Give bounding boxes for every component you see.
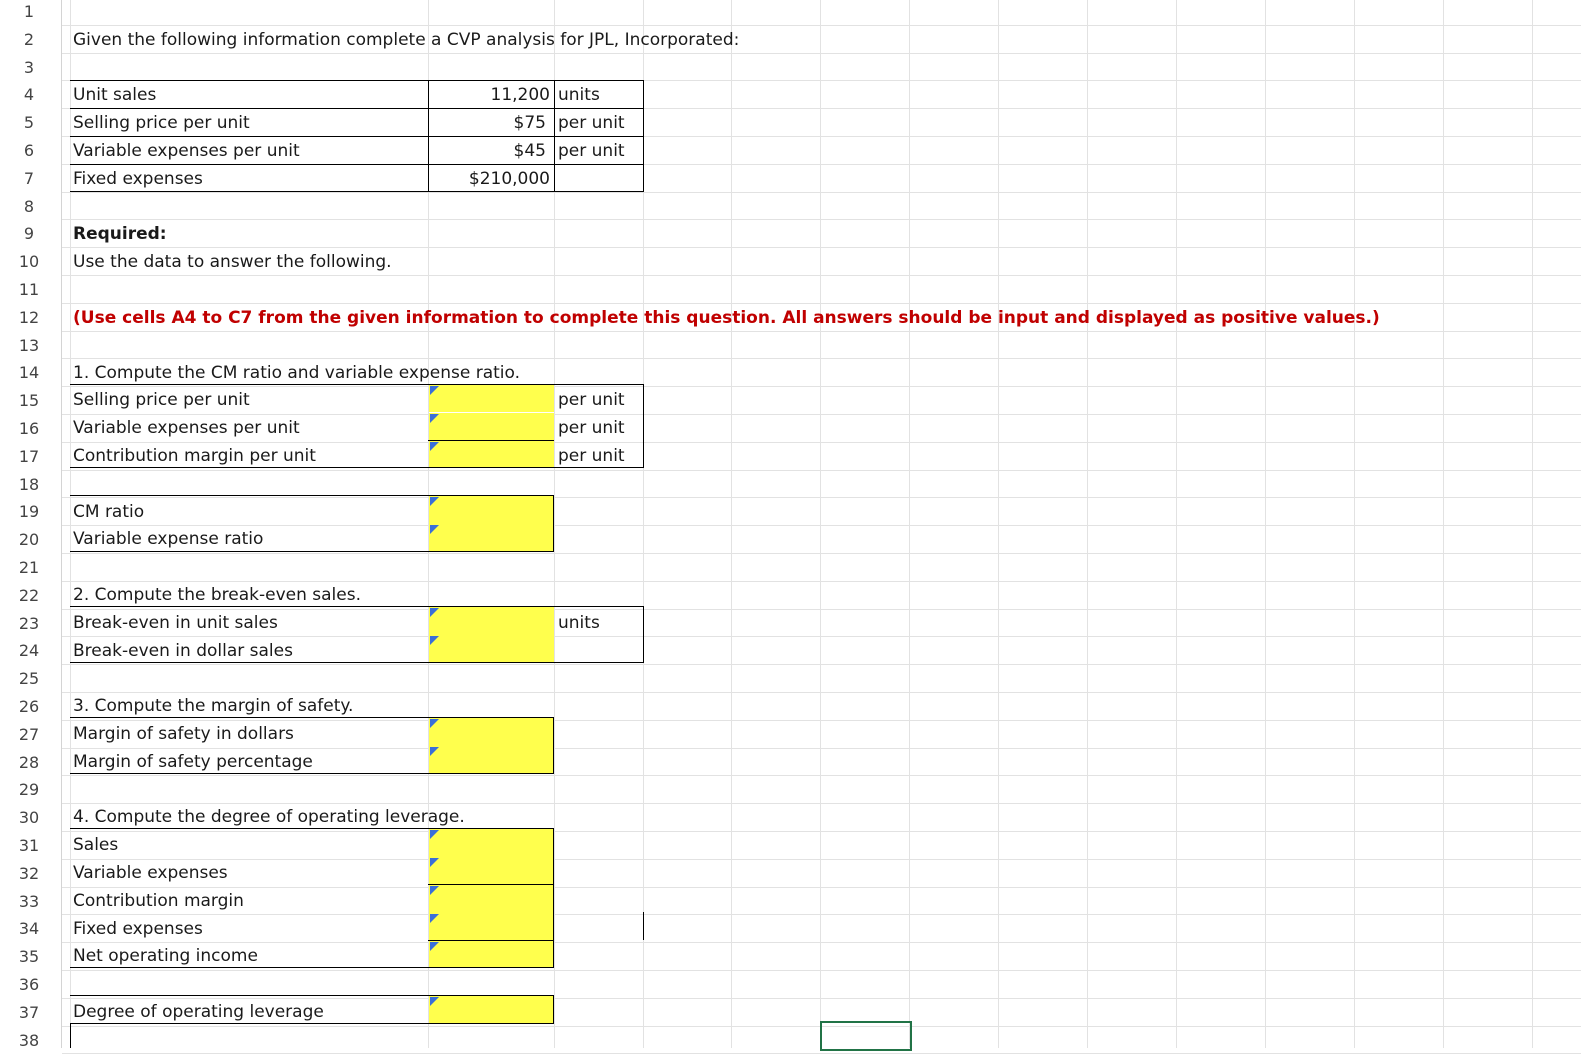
- variable-expense-ratio-label: Variable expense ratio: [73, 529, 264, 550]
- row-number[interactable]: 32: [18, 863, 40, 883]
- row-number[interactable]: 7: [23, 168, 35, 188]
- comment-marker-icon: [430, 525, 439, 534]
- row-number[interactable]: 10: [18, 252, 40, 272]
- intro-text: Given the following information complete a CVP analysis for JPL, Incorporated:: [73, 29, 740, 50]
- given-border-right: [643, 80, 644, 192]
- comment-marker-icon: [430, 942, 439, 951]
- row-number[interactable]: 8: [23, 196, 35, 216]
- q4-label-fixed-expenses: Fixed expenses: [73, 918, 203, 939]
- row-number[interactable]: 23: [18, 613, 40, 633]
- break-even-units-unit: units: [558, 612, 600, 633]
- given-border-bottom: [70, 191, 644, 192]
- q2-border-top: [70, 606, 644, 607]
- q4-input-contribution-margin[interactable]: [429, 885, 554, 940]
- comment-marker-icon: [430, 497, 439, 506]
- q4-border-cm: [428, 884, 554, 885]
- active-cell-selection[interactable]: [820, 1021, 912, 1051]
- row-number[interactable]: 38: [18, 1030, 40, 1050]
- q4-input-net-operating-income[interactable]: [429, 941, 554, 968]
- q2-border-bottom: [70, 662, 644, 663]
- q1-title: 1. Compute the CM ratio and variable expense ratio.: [73, 363, 521, 384]
- row-number[interactable]: 34: [18, 919, 40, 939]
- q4-label-net-operating-income: Net operating income: [73, 946, 258, 967]
- q1-label-selling-price: Selling price per unit: [73, 390, 250, 411]
- row-number[interactable]: 15: [18, 391, 40, 411]
- given-border-r4: [70, 108, 644, 109]
- row-number[interactable]: 28: [18, 752, 40, 772]
- given-border-top: [70, 80, 644, 81]
- comment-marker-icon: [430, 608, 439, 617]
- q4-label-contribution-margin: Contribution margin: [73, 890, 244, 911]
- required-heading: Required:: [73, 224, 167, 245]
- given-label-unit-sales: Unit sales: [73, 85, 157, 106]
- q4-input-sales[interactable]: [429, 829, 554, 884]
- row-number[interactable]: 24: [18, 641, 40, 661]
- grid-column-line: [1265, 0, 1266, 1048]
- comment-marker-icon: [430, 386, 439, 395]
- grid-column-line: [731, 0, 732, 1048]
- row-number[interactable]: 22: [18, 585, 40, 605]
- row-number[interactable]: 18: [18, 474, 40, 494]
- q4-title: 4. Compute the degree of operating leverage.: [73, 807, 465, 828]
- instruction-text: (Use cells A4 to C7 from the given information to complete this question. All answers should be input and displayed as positive values.): [73, 307, 1380, 328]
- comment-marker-icon: [430, 414, 439, 423]
- row38-left-border: [70, 1023, 71, 1048]
- stray-border: [643, 912, 644, 940]
- row-number[interactable]: 5: [23, 113, 35, 133]
- given-unit-variable-expenses: per unit: [558, 141, 625, 161]
- row-number[interactable]: 21: [18, 558, 40, 577]
- mos-percentage-label: Margin of safety percentage: [73, 751, 313, 772]
- row-number[interactable]: 12: [18, 307, 40, 327]
- q1-border-right: [643, 384, 644, 468]
- row-number[interactable]: 19: [18, 502, 40, 522]
- row-number[interactable]: 25: [18, 669, 40, 689]
- q2-title: 2. Compute the break-even sales.: [73, 585, 361, 605]
- given-unit-unit-sales: units: [558, 85, 600, 106]
- row-number[interactable]: 14: [18, 363, 40, 383]
- q1-label-variable-expenses: Variable expenses per unit: [73, 418, 300, 439]
- given-border-r6: [70, 164, 644, 165]
- given-label-variable-expenses: Variable expenses per unit: [73, 141, 300, 161]
- grid-column-line: [1354, 0, 1355, 1048]
- q1-unit-contribution-margin: per unit: [558, 446, 625, 466]
- dol-border-bottom: [70, 1023, 554, 1024]
- comment-marker-icon: [430, 997, 439, 1006]
- comment-marker-icon: [430, 914, 439, 923]
- comment-marker-icon: [430, 636, 439, 645]
- q1-input-selling-price[interactable]: [429, 385, 554, 412]
- comment-marker-icon: [430, 442, 439, 451]
- ratio-border-right: [553, 495, 554, 552]
- q1-border-bottom: [70, 467, 644, 468]
- row-number[interactable]: 37: [18, 1002, 40, 1022]
- given-border-mid: [554, 80, 555, 192]
- row-number[interactable]: 36: [18, 975, 40, 994]
- dol-border-right: [553, 995, 554, 1024]
- comment-marker-icon: [430, 886, 439, 895]
- q4-label-sales: Sales: [73, 835, 119, 856]
- row-number[interactable]: 33: [18, 891, 40, 911]
- cm-ratio-label: CM ratio: [73, 501, 145, 522]
- row-number[interactable]: 30: [18, 808, 40, 828]
- ratio-border-bottom: [70, 551, 554, 552]
- q1-input-variable-expenses[interactable]: [429, 413, 554, 440]
- q3-border-right: [553, 717, 554, 774]
- given-unit-selling-price: per unit: [558, 113, 625, 134]
- row-number[interactable]: 29: [18, 780, 40, 800]
- q2-border-right: [643, 606, 644, 663]
- row-number[interactable]: 35: [18, 947, 40, 967]
- dol-input[interactable]: [429, 996, 554, 1023]
- row-number[interactable]: 9: [23, 224, 35, 244]
- break-even-units-label: Break-even in unit sales: [73, 612, 278, 633]
- row-number[interactable]: 4: [23, 85, 35, 105]
- grid-column-line: [1087, 0, 1088, 1048]
- row-number[interactable]: 20: [18, 530, 40, 550]
- q4-label-variable-expenses: Variable expenses: [73, 863, 228, 883]
- q3-title: 3. Compute the margin of safety.: [73, 696, 354, 717]
- q1-unit-selling-price: per unit: [558, 390, 625, 411]
- given-border-r5: [70, 136, 644, 137]
- mos-dollars-label: Margin of safety in dollars: [73, 724, 294, 744]
- given-value-variable-expenses[interactable]: $45: [513, 141, 546, 161]
- grid-column-line: [820, 0, 821, 1048]
- given-border-left: [428, 80, 429, 192]
- given-value-unit-sales[interactable]: 11,200: [490, 85, 550, 106]
- given-label-selling-price: Selling price per unit: [73, 113, 250, 134]
- comment-marker-icon: [430, 747, 439, 756]
- row-number[interactable]: 3: [23, 57, 35, 77]
- grid-column-line: [909, 0, 910, 1048]
- q1-unit-variable-expenses: per unit: [558, 418, 625, 439]
- row-number[interactable]: 26: [18, 697, 40, 716]
- row-number[interactable]: 6: [23, 141, 35, 160]
- cm-ratio-input[interactable]: [429, 496, 554, 551]
- comment-marker-icon: [430, 830, 439, 839]
- grid-column-line: [70, 0, 71, 1048]
- comment-marker-icon: [430, 719, 439, 728]
- row-number[interactable]: 31: [18, 836, 40, 855]
- given-value-selling-price[interactable]: $75: [513, 113, 546, 134]
- row-number[interactable]: 11: [18, 280, 40, 299]
- grid-column-line: [1176, 0, 1177, 1048]
- break-even-input[interactable]: [429, 607, 554, 662]
- q4-border-right: [553, 828, 554, 968]
- q4-border-bottom: [70, 967, 554, 968]
- q1-label-contribution-margin: Contribution margin per unit: [73, 446, 316, 466]
- row-number[interactable]: 2: [23, 29, 35, 49]
- row-number[interactable]: 1: [23, 2, 35, 21]
- q1-border-top: [70, 384, 644, 385]
- given-value-fixed-expenses[interactable]: $210,000: [468, 168, 550, 189]
- grid-column-line: [998, 0, 999, 1048]
- comment-marker-icon: [430, 858, 439, 867]
- row-number[interactable]: 13: [18, 335, 40, 355]
- grid-column-line: [1443, 0, 1444, 1048]
- row-number[interactable]: 27: [18, 724, 40, 744]
- margin-of-safety-input[interactable]: [429, 718, 554, 773]
- given-label-fixed-expenses: Fixed expenses: [73, 168, 203, 189]
- grid-column-line: [1532, 0, 1533, 1048]
- break-even-dollars-label: Break-even in dollar sales: [73, 640, 293, 661]
- use-data-text: Use the data to answer the following.: [73, 252, 392, 272]
- q1-input-contribution-margin[interactable]: [429, 441, 554, 468]
- q4-border-noi: [428, 940, 554, 941]
- row-number[interactable]: 16: [18, 419, 40, 438]
- q3-border-bottom: [70, 773, 554, 774]
- q1-border-cm: [428, 440, 554, 441]
- dol-label: Degree of operating leverage: [73, 1002, 324, 1022]
- row-number[interactable]: 17: [18, 446, 40, 466]
